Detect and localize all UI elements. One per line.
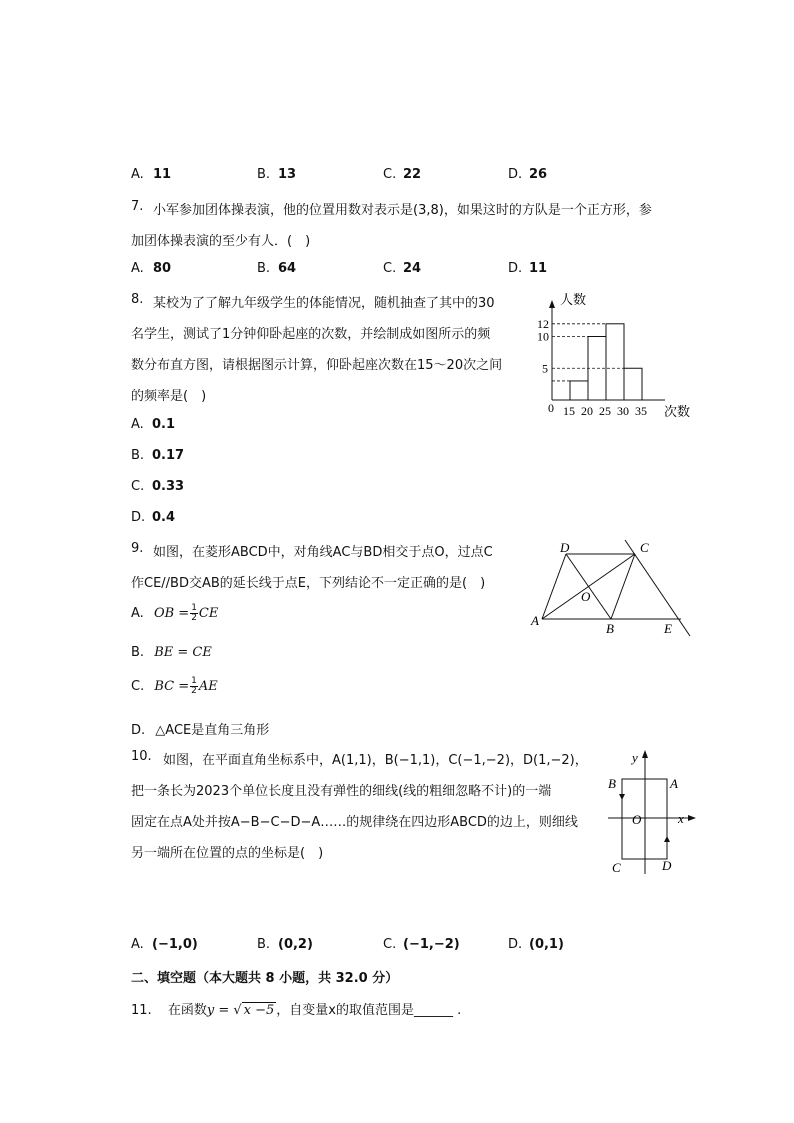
q9-line-1: 如图，在菱形ABCD中，对角线AC与BD相交于点O，过点C <box>153 545 493 560</box>
q11-eq: y = <box>206 1003 230 1018</box>
arrow-d-to-a <box>664 836 670 842</box>
side-ad <box>542 554 566 619</box>
q7-option-d-value: 11 <box>529 261 548 276</box>
q11-pre: 在函数 <box>167 1003 207 1018</box>
q9-line-2: 作CE//BD交AB的延长线于点E，下列结论不一定正确的是( ) <box>131 576 486 591</box>
histogram-ytick-label: 10 <box>537 329 549 344</box>
q9-number: 9. <box>131 541 144 556</box>
label-a: A <box>531 613 539 628</box>
q9-option-a <box>131 604 218 623</box>
sqrt-sign: √ <box>233 1003 242 1018</box>
q6-option-a-value: 11 <box>153 167 172 182</box>
q7-line-2: 加团体操表演的至少有人．( ) <box>131 234 311 249</box>
label-c: C <box>640 540 649 555</box>
q7-number: 7. <box>131 199 144 214</box>
q8-option-a-value: 0.1 <box>152 417 176 432</box>
q7-option-c-letter: C. <box>383 261 397 276</box>
q10-line-1: 如图，在平面直角坐标系中，A(1,1)，B(−1,1)，C(−1,−2)，D(1,−2)， <box>163 753 588 768</box>
q8-option-c-value: 0.33 <box>152 479 185 494</box>
histogram-ytick-label: 12 <box>537 316 549 331</box>
q6-option-d-letter: D. <box>508 167 523 182</box>
q9-rhombus-figure <box>528 538 698 638</box>
histogram-xtick-label: 30 <box>617 404 629 418</box>
q7-option-a-value: 80 <box>153 261 172 276</box>
q7-option-c-value: 24 <box>403 261 422 276</box>
q9-option-a-rhs: CE <box>198 606 219 621</box>
q11-post: ，自变量x的取值范围是______ . <box>276 1003 462 1018</box>
q9-option-a-fraction <box>190 604 198 623</box>
label-o: O <box>581 589 591 604</box>
histogram-bar-25-30 <box>606 324 624 400</box>
q10-option-b-letter: B. <box>257 937 271 952</box>
q10-line-3: 固定在点A处并按A−B−C−D−A……的规律绕在四边形ABCD的边上，则细线 <box>131 815 578 830</box>
q8-option-c-letter: C. <box>131 479 145 494</box>
q9-option-b-letter: B. <box>131 645 145 660</box>
q8-option-b-letter: B. <box>131 448 145 463</box>
question-11 <box>131 999 461 1018</box>
q9-option-b-text: BE = CE <box>154 645 212 660</box>
histogram-ytick-label: 0 <box>548 401 554 415</box>
q9-option-d <box>131 719 269 738</box>
histogram-xtick-label: 15 <box>563 404 575 418</box>
q8-histogram <box>530 288 700 423</box>
q6-option-a-letter: A. <box>131 167 144 182</box>
q10-option-c-letter: C. <box>383 937 397 952</box>
q10-option-b-value: (0,2) <box>278 937 313 952</box>
q10-number: 10. <box>131 749 152 764</box>
q6-option-b-letter: B. <box>257 167 271 182</box>
q10-coordinate-figure <box>602 744 702 878</box>
q8-option-b-value: 0.17 <box>152 448 185 463</box>
q8-line-3: 数分布直方图，请根据图示计算，仰卧起座次数在15～20次之间 <box>131 358 503 373</box>
histogram-ylabel: 人数 <box>560 293 587 308</box>
label-d: D <box>560 540 570 555</box>
side-cb <box>611 554 635 619</box>
q10-option-d-value: (0,1) <box>529 937 564 952</box>
q8-number: 8. <box>131 292 144 307</box>
q8-line-2: 名学生，测试了1分钟仰卧起座的次数，并绘制成如图所示的频 <box>131 327 491 342</box>
y-axis-arrow <box>642 750 648 758</box>
q9-option-c-lhs: BC = <box>154 679 190 694</box>
q9-option-d-letter: D. <box>131 723 146 738</box>
histogram-bar-30-35 <box>624 368 642 400</box>
q9-option-c <box>131 677 218 696</box>
fraction-denominator: 2 <box>191 613 197 623</box>
q9-option-a-letter: A. <box>131 606 144 621</box>
q8-line-4: 的频率是( ) <box>131 389 207 404</box>
q11-radicand: x −5 <box>243 1003 275 1018</box>
histogram-xtick-label: 25 <box>599 404 611 418</box>
q9-option-b <box>131 645 212 660</box>
histogram-xtick-label: 20 <box>581 404 593 418</box>
q8-line-1: 某校为了了解九年级学生的体能情况，随机抽查了其中的30 <box>153 296 495 311</box>
q6-option-c-value: 22 <box>403 167 422 182</box>
x-axis-arrow <box>688 815 696 821</box>
q9-option-d-text: △ACE是直角三角形 <box>155 723 270 738</box>
q6-option-b-value: 13 <box>278 167 297 182</box>
fraction-denominator: 2 <box>191 686 197 696</box>
histogram-xlabel: 次数 <box>664 405 691 420</box>
histogram-bar-15-20 <box>570 381 588 400</box>
fraction-numerator: 1 <box>191 603 197 613</box>
q10-option-a-letter: A. <box>131 937 144 952</box>
q8-option-a-letter: A. <box>131 417 144 432</box>
q9-option-c-letter: C. <box>131 679 145 694</box>
q10-option-d-letter: D. <box>508 937 523 952</box>
label-e: E <box>664 621 672 636</box>
q10-line-4: 另一端所在位置的点的坐标是( ) <box>131 846 324 861</box>
q7-line-1: 小军参加团体操表演，他的位置用数对表示是(3,8)，如果这时的方队是一个正方形，参 <box>153 203 652 218</box>
arrow-b-to-c <box>619 794 625 800</box>
histogram-ytick-label: 5 <box>542 361 548 376</box>
label-b: B <box>606 621 614 636</box>
q8-option-d-value: 0.4 <box>152 510 176 525</box>
q9-option-c-fraction <box>190 677 198 696</box>
q10-option-a-value: (−1,0) <box>152 937 198 952</box>
q9-option-c-rhs: AE <box>198 679 218 694</box>
label-a: A <box>670 776 678 791</box>
section-2-header: 二、填空题（本大题共 8 小题，共 32.0 分） <box>131 971 399 986</box>
label-y: y <box>632 750 638 765</box>
q9-option-a-lhs: OB = <box>153 606 190 621</box>
q7-option-a-letter: A. <box>131 261 144 276</box>
q10-option-c-value: (−1,−2) <box>403 937 460 952</box>
q7-option-d-letter: D. <box>508 261 523 276</box>
label-b: B <box>608 776 616 791</box>
q10-line-2: 把一条长为2023个单位长度且没有弹性的细线(线的粗细忽略不计)的一端 <box>131 784 552 799</box>
q7-option-b-value: 64 <box>278 261 297 276</box>
label-d: D <box>662 858 672 873</box>
label-x: x <box>678 811 684 826</box>
line-ce <box>625 540 690 636</box>
q6-option-d-value: 26 <box>529 167 548 182</box>
q8-option-d-letter: D. <box>131 510 146 525</box>
q11-number: 11. <box>131 1003 152 1018</box>
q6-option-c-letter: C. <box>383 167 397 182</box>
fraction-numerator: 1 <box>191 676 197 686</box>
histogram-xtick-label: 35 <box>635 404 647 418</box>
label-o: O <box>632 812 642 827</box>
label-c: C <box>612 860 621 875</box>
q7-option-b-letter: B. <box>257 261 271 276</box>
diagonal-bd <box>566 554 611 619</box>
